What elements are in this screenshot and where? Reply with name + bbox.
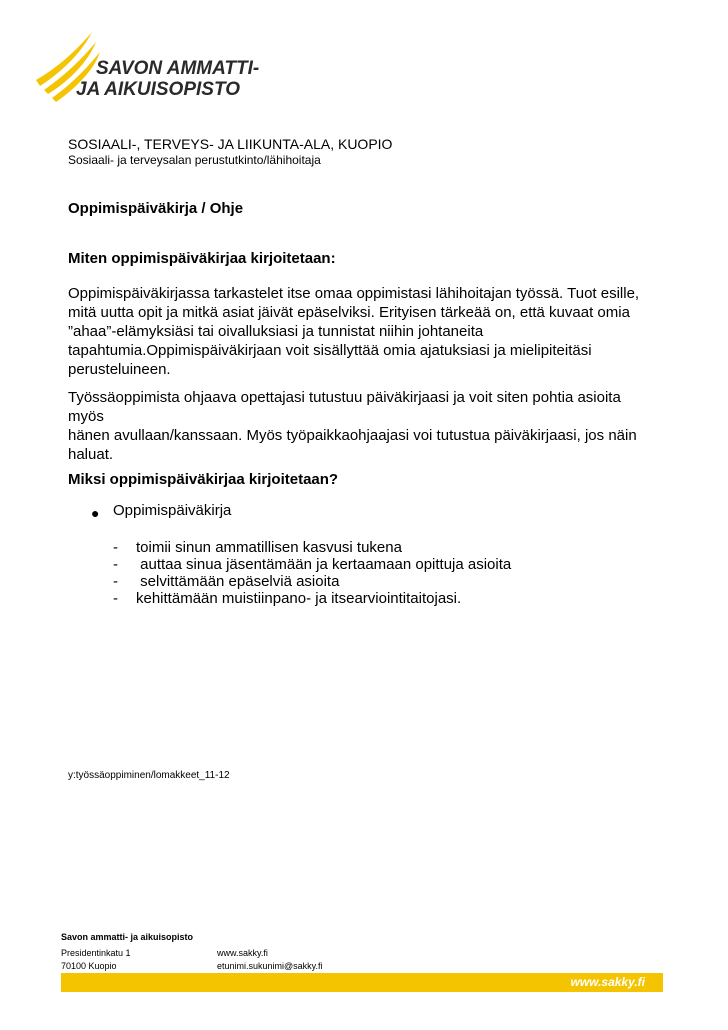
paragraph-line: hänen avullaan/kanssaan. Myös työpaikkaohjaajasi voi tutustua päiväkirjaasi, jos näin [68,427,637,444]
bullet-item: Oppimispäiväkirja [113,502,232,519]
dash-list-item: selvittämään epäselviä asioita [136,573,340,590]
logo-line-1: SAVON AMMATTI- [96,58,260,79]
paragraph-line: ”ahaa”-elämyksiäsi tai oivalluksiasi ja tunnistat niihin johtaneita [68,323,484,340]
paragraph-line: perusteluineen. [68,361,171,378]
paragraph-line: haluat. [68,446,114,463]
paragraph-line: tapahtumia.Oppimispäiväkirjaan voit sisällyttää omia ajatuksiasi ja mielipiteitäsi [68,342,592,359]
footer-bar-web: www.sakky.fi [570,975,645,989]
section-heading-how: Miten oppimispäiväkirjaa kirjoitetaan: [68,250,336,267]
dash-icon: - [113,573,118,590]
paragraph-teacher [68,388,658,464]
footer-address: Presidentinkatu 1 [61,948,131,958]
paragraph-line: Työssäoppimista ohjaava opettajasi tutustuu päiväkirjaasi ja voit siten pohtia asioita myös [68,389,621,425]
footer-bar [61,973,663,992]
section-heading-why: Miksi oppimispäiväkirjaa kirjoitetaan? [68,471,339,488]
footer-email-link[interactable]: etunimi.sukunimi@sakky.fi [217,961,323,971]
paragraph-line: mitä uutta opit ja mitkä asiat jäivät epäselviksi. Erityisen tärkeää on, että kuvaat omia [68,304,630,321]
footer-web-link[interactable]: www.sakky.fi [217,948,268,958]
document-title: Oppimispäiväkirja / Ohje [68,200,244,217]
dash-list-item: kehittämään muistiinpano- ja itsearviointitaitojasi. [136,590,462,607]
organization-logo [32,28,272,108]
file-path-note: y:työssäoppiminen/lomakkeet_11-12 [68,770,230,781]
program-subheading: Sosiaali- ja terveysalan perustutkinto/lähihoitaja [68,153,321,167]
paragraph-intro [68,284,658,379]
logo-line-2: JA AIKUISOPISTO [76,79,240,100]
bullet-icon: ● [91,505,100,521]
paragraph-line: Oppimispäiväkirjassa tarkastelet itse omaa oppimistasi lähihoitajan työssä. Tuot esille, [68,285,640,302]
dash-icon: - [113,590,118,607]
footer-city: 70100 Kuopio [61,961,117,971]
footer-org-name: Savon ammatti- ja aikuisopisto [61,932,194,942]
dash-icon: - [113,556,118,573]
dash-list-item: auttaa sinua jäsentämään ja kertaamaan opittuja asioita [136,556,512,573]
dash-list-item: toimii sinun ammatillisen kasvusi tukena [136,539,402,556]
dash-icon: - [113,539,118,556]
department-heading: SOSIAALI-, TERVEYS- JA LIIKUNTA-ALA, KUOPIO [68,136,393,152]
